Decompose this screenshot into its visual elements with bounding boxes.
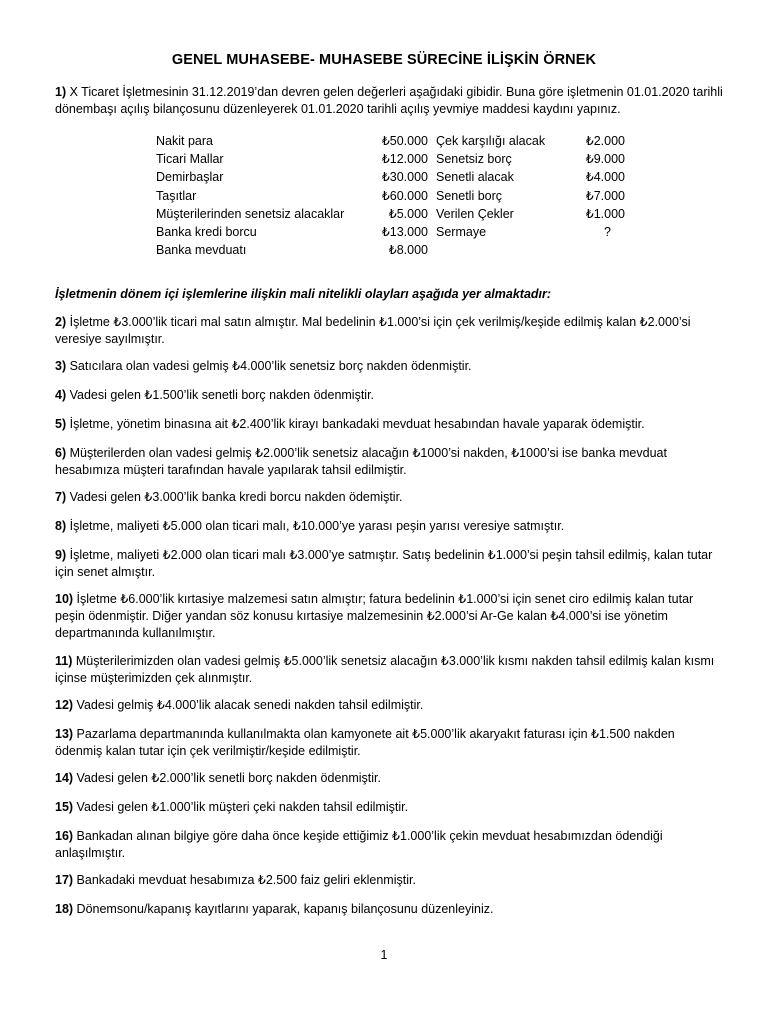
account-name: Verilen Çekler	[436, 206, 514, 221]
item-number: 4)	[55, 388, 67, 402]
account-row	[156, 187, 626, 205]
question-1	[55, 84, 725, 118]
account-name: Taşıtlar	[156, 188, 197, 203]
item-number: 16)	[55, 829, 74, 843]
account-name: Nakit para	[156, 134, 213, 148]
question-number: 1)	[55, 85, 67, 99]
account-name: Demirbaşlar	[156, 170, 224, 185]
list-item	[55, 770, 725, 787]
account-name: Senetsiz borç	[436, 152, 512, 167]
item-text: Müşterilerimizden olan vadesi gelmiş ₺5.000’lik senetsiz alacağın ₺3.000’lik kısmı nakden tahsil edilmiş kalan kısmı içinse müşterimizden çek alınmıştır.	[55, 654, 715, 685]
account-amount: ₺1.000	[585, 206, 625, 221]
item-text: İşletme ₺6.000’lik kırtasiye malzemesi satın almıştır; fatura bedelinin ₺1.000’si için senet ciro edilmiş kalan tutar peşin ödenmiştir. Diğer yandan söz konusu kırtasiye malzemesinin ₺2.000’si Ar-Ge kalan ₺4.000’si ise yönetim departmanında kullanılmıştır.	[55, 592, 694, 640]
item-text: Vadesi gelen ₺2.000’lik senetli borç nakden ödenmiştir.	[73, 771, 381, 785]
item-text: Vadesi gelen ₺1.500’lik senetli borç nakden ödenmiştir.	[66, 388, 375, 402]
item-number: 2)	[55, 315, 67, 329]
account-amount: ₺30.000	[381, 170, 428, 185]
list-item	[55, 547, 725, 581]
item-number: 6)	[55, 446, 67, 460]
item-text: Bankadan alınan bilgiye göre daha önce keşide ettiğimiz ₺1.000’lik çekin mevduat hesabımızdan ödendiği anlaşılmıştır.	[55, 829, 663, 860]
list-item	[55, 518, 725, 535]
account-row	[156, 205, 626, 223]
account-amount: ?	[604, 224, 611, 239]
list-item	[55, 901, 725, 918]
item-number: 17)	[55, 873, 74, 887]
account-amount: ₺60.000	[381, 188, 428, 203]
account-row	[156, 150, 626, 168]
account-name: Senetli alacak	[436, 170, 514, 185]
document-title: GENEL MUHASEBE- MUHASEBE SÜRECİNE İLİŞKİN ÖRNEK	[171, 52, 597, 68]
item-text: Vadesi gelen ₺3.000’lik banka kredi borcu nakden ödemiştir.	[66, 490, 403, 504]
account-amount: ₺9.000	[585, 152, 625, 167]
account-row	[156, 132, 626, 150]
item-text: İşletme, maliyeti ₺2.000 olan ticari malı ₺3.000’ye satmıştır. Satış bedelinin ₺1.000’si peşin tahsil edilmiş, kalan tutar için senet almıştır.	[55, 548, 713, 579]
item-number: 15)	[55, 800, 74, 814]
list-item	[55, 387, 725, 404]
list-item	[55, 726, 725, 760]
account-name: Müşterilerinden senetsiz alacaklar	[156, 206, 345, 221]
item-text: Pazarlama departmanında kullanılmakta olan kamyonete ait ₺5.000’lik akaryakıt faturası için ₺1.500 nakden ödenmiş kalan tutar için çek verilmiştir/keşide edilmiştir.	[55, 727, 675, 758]
list-item	[55, 314, 725, 348]
list-item	[55, 872, 725, 889]
account-name: Ticari Mallar	[156, 152, 224, 167]
account-row	[156, 168, 626, 186]
item-text: Vadesi gelmiş ₺4.000’lik alacak senedi nakden tahsil edilmiştir.	[73, 698, 424, 712]
list-item	[55, 799, 725, 816]
account-amount: ₺7.000	[585, 188, 625, 203]
question-text: X Ticaret İşletmesinin 31.12.2019’dan devren gelen değerleri aşağıdaki gibidir. Buna göre işletmenin 01.01.2020 tarihli dönembaşı açılış bilançosunu düzenleyerek 01.01.2020 tarihli açılış yevmiye maddesi kaydını yapınız.	[55, 85, 723, 116]
account-amount: ₺12.000	[381, 152, 428, 167]
item-text: İşletme ₺3.000’lik ticari mal satın almıştır. Mal bedelinin ₺1.000’si için çek verilmiş/keşide edilmiş kalan ₺2.000’si veresiye sayılmıştır.	[55, 315, 691, 346]
item-text: İşletme, yönetim binasına ait ₺2.400’lik kirayı bankadaki mevduat hesabından havale yaparak ödemiştir.	[66, 417, 645, 431]
account-name: Senetli borç	[436, 188, 503, 203]
item-text: Vadesi gelen ₺1.000’lik müşteri çeki nakden tahsil edilmiştir.	[73, 800, 409, 814]
item-number: 3)	[55, 359, 67, 373]
item-text: Bankadaki mevduat hesabımıza ₺2.500 faiz geliri eklenmiştir.	[73, 873, 416, 887]
account-amount: ₺4.000	[585, 170, 625, 185]
section-heading: İşletmenin dönem içi işlemlerine ilişkin mali nitelikli olayları aşağıda yer almaktadır:	[55, 287, 552, 301]
item-number: 9)	[55, 548, 67, 562]
account-name: Banka kredi borcu	[156, 224, 257, 239]
item-number: 11)	[55, 654, 73, 668]
account-amount: ₺50.000	[381, 134, 428, 148]
item-text: Dönemsonu/kapanış kayıtlarını yaparak, kapanış bilançosunu düzenleyiniz.	[73, 902, 494, 916]
account-name: Banka mevduatı	[156, 243, 247, 258]
list-item	[55, 653, 725, 687]
item-number: 5)	[55, 417, 67, 431]
list-item	[55, 828, 725, 862]
item-number: 14)	[55, 771, 74, 785]
item-number: 18)	[55, 902, 74, 916]
account-row	[156, 223, 626, 241]
list-item	[55, 445, 725, 479]
account-amount: ₺2.000	[585, 134, 625, 148]
item-number: 12)	[55, 698, 74, 712]
item-number: 13)	[55, 727, 74, 741]
list-item	[55, 489, 725, 506]
list-item	[55, 416, 725, 433]
item-text: Müşterilerden olan vadesi gelmiş ₺2.000’lik senetsiz alacağın ₺1000’si nakden, ₺1000’si ise banka mevduat hesabımıza müşteri tarafından havale yapılarak tahsil edilmiştir.	[55, 446, 667, 477]
opening-balances-table	[156, 132, 626, 259]
item-number: 10)	[55, 592, 74, 606]
account-amount: ₺8.000	[388, 243, 428, 258]
item-number: 8)	[55, 519, 67, 533]
account-name: Çek karşılığı alacak	[436, 134, 546, 148]
account-row	[156, 241, 626, 259]
page-number: 1	[380, 948, 388, 962]
account-amount: ₺5.000	[388, 206, 428, 221]
item-text: Satıcılara olan vadesi gelmiş ₺4.000’lik senetsiz borç nakden ödenmiştir.	[66, 359, 472, 373]
list-item	[55, 358, 725, 375]
item-text: İşletme, maliyeti ₺5.000 olan ticari malı, ₺10.000’ye yarası peşin yarısı veresiye satmıştır.	[66, 519, 565, 533]
account-name: Sermaye	[436, 224, 487, 239]
list-item	[55, 591, 725, 642]
list-item	[55, 697, 725, 714]
account-amount: ₺13.000	[381, 224, 428, 239]
item-number: 7)	[55, 490, 67, 504]
